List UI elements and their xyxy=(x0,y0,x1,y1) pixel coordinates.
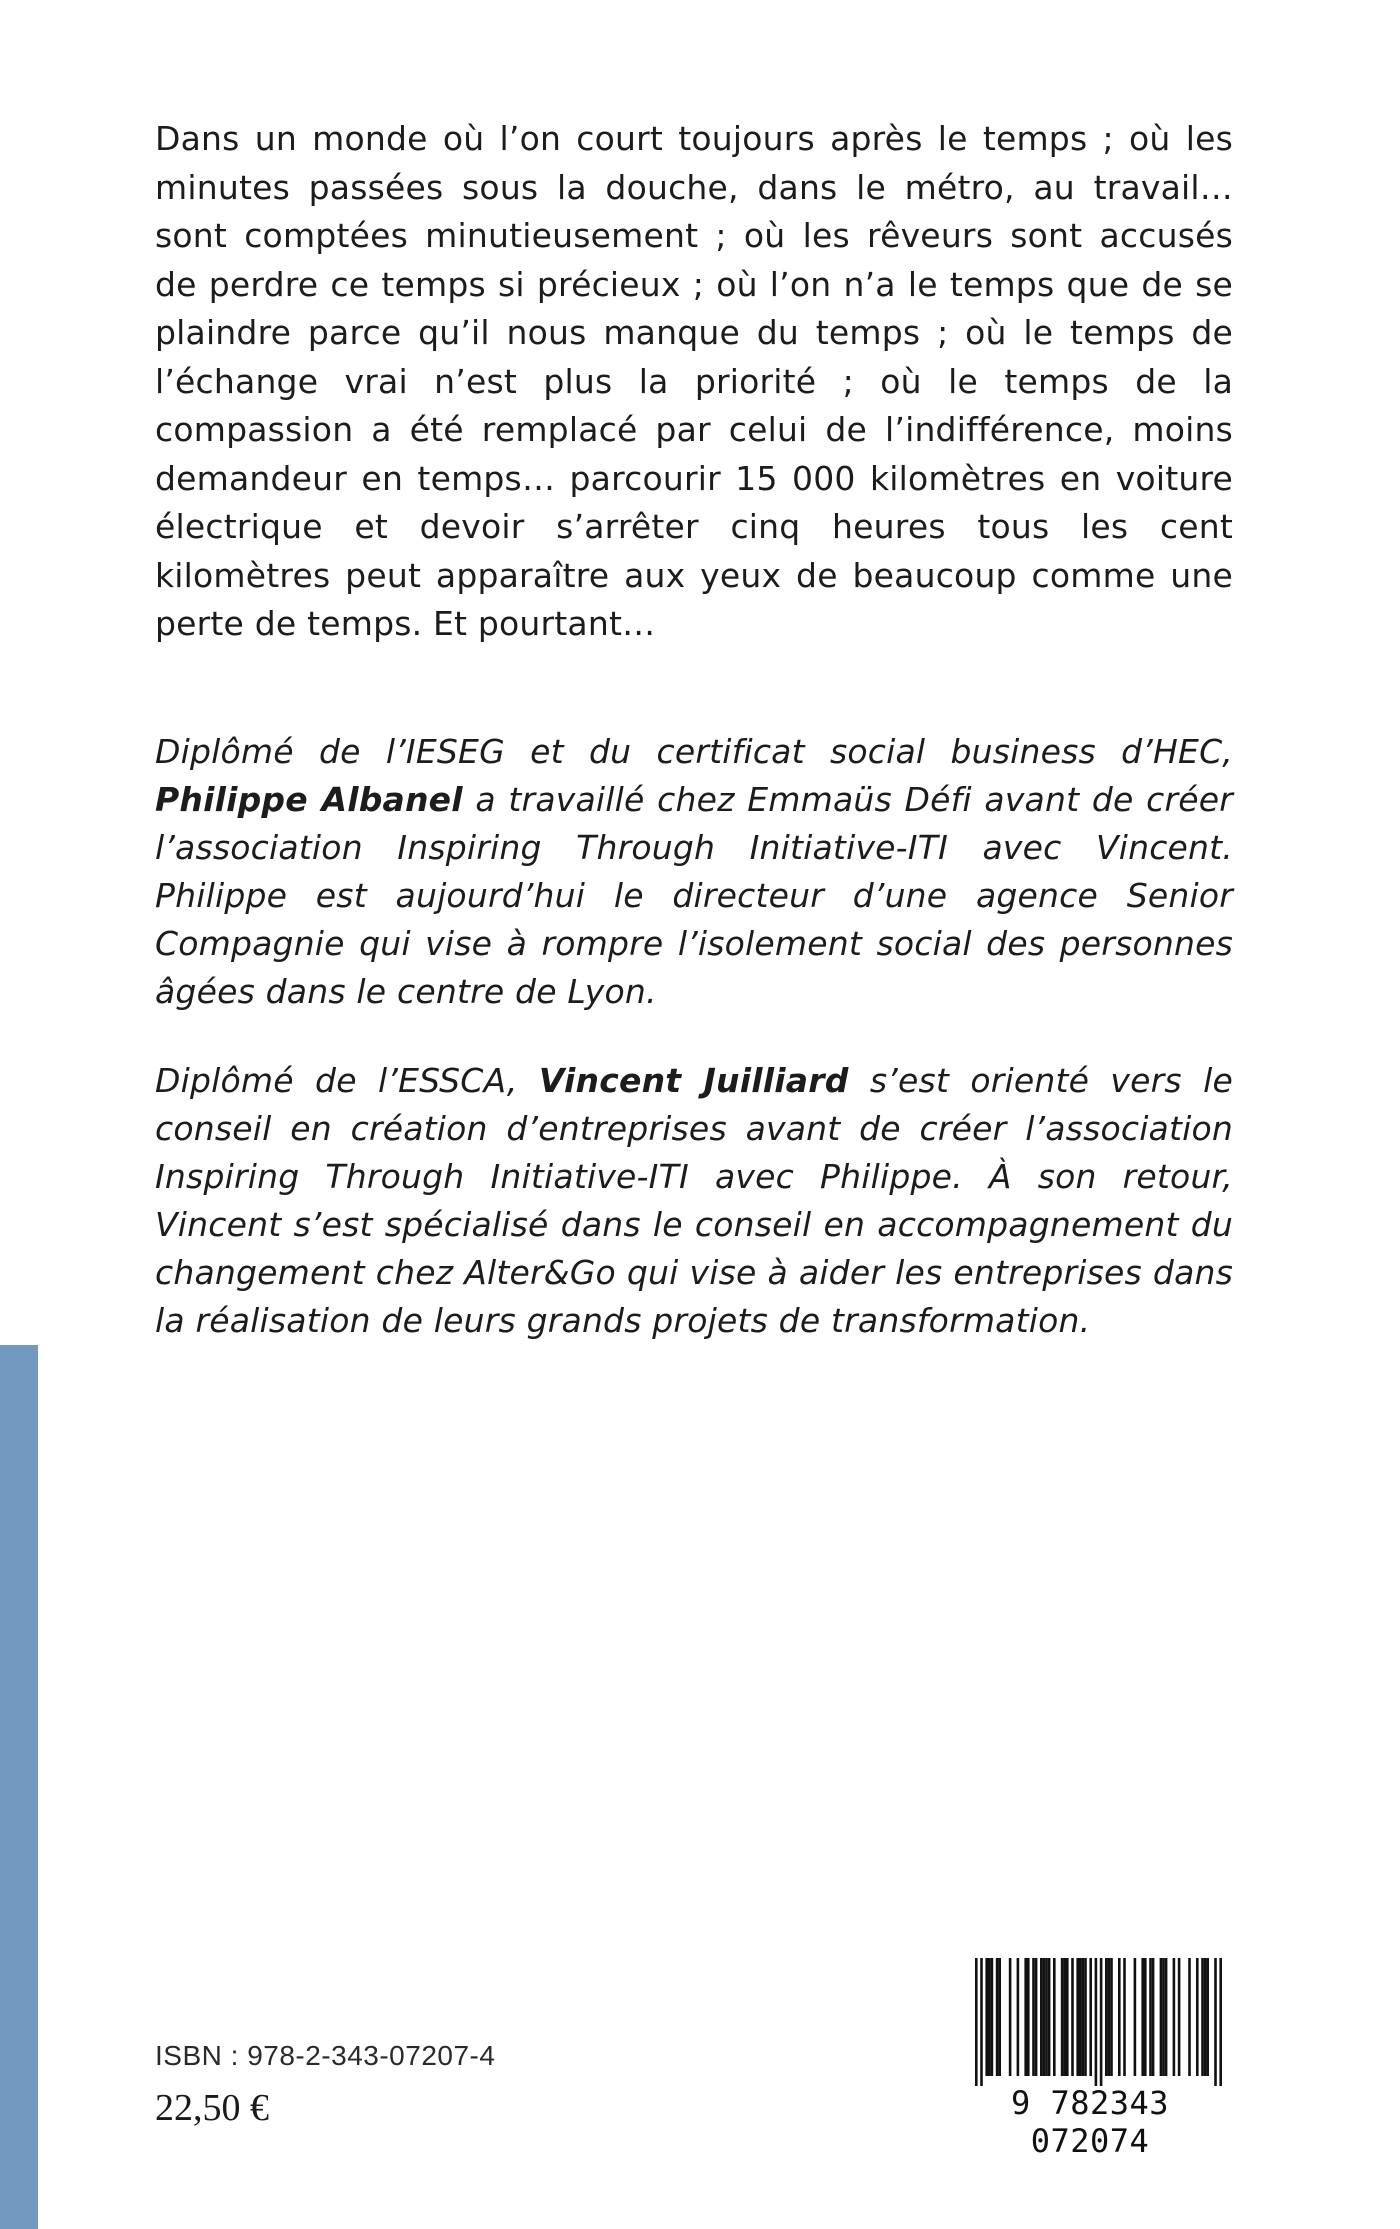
barcode-bar xyxy=(1066,1958,1069,2076)
barcode-bar xyxy=(1108,1958,1111,2076)
barcode-bar xyxy=(998,1958,1001,2076)
barcode-bar xyxy=(1032,1958,1035,2076)
barcode-digits: 9 782343 072074 xyxy=(1010,2084,1170,2160)
barcode-bar xyxy=(1035,1958,1038,2076)
barcode-bar xyxy=(985,1958,988,2076)
barcode-bar xyxy=(1053,1958,1056,2076)
barcode-bar xyxy=(1152,1958,1155,2076)
author-bio-vincent xyxy=(155,1057,1233,1345)
barcode-bar xyxy=(1110,1958,1113,2076)
barcode-bar xyxy=(1165,1958,1168,2076)
barcode-bar xyxy=(1162,1958,1165,2076)
barcode-bar xyxy=(1149,1958,1152,2076)
bio-intro: Diplômé de l’IESEG et du certificat social business d’HEC, xyxy=(155,732,1233,771)
barcode-bar xyxy=(1219,1958,1222,2086)
barcode-bar xyxy=(1100,1958,1103,2086)
barcode-bar xyxy=(1134,1958,1137,2076)
barcode-bar xyxy=(1009,1958,1012,2076)
author-bio-philippe xyxy=(155,728,1233,1016)
barcode-bar xyxy=(1076,1958,1079,2076)
barcode-bar xyxy=(1095,1958,1098,2086)
barcode-bar xyxy=(1141,1958,1144,2076)
barcode-bar xyxy=(1061,1958,1064,2076)
barcode-bar xyxy=(1063,1958,1066,2076)
bio-text: a travaillé chez Emmaüs Défi avant de créer l’association Inspiring Through Initiative-ITI avec Vincent. Philippe est aujourd’hui le directeur d’une agence Senior Compagnie qui vise à rompre l’isolement social des personnes âgées dans le centre de Lyon. xyxy=(155,780,1233,1011)
barcode-bar xyxy=(1196,1958,1199,2076)
barcode-bars xyxy=(945,1958,1235,2086)
barcode xyxy=(945,1958,1235,2160)
barcode-bar xyxy=(1079,1958,1082,2076)
bio-text: s’est orienté vers le conseil en création d’entreprises avant de créer l’association Inspiring Through Initiative-ITI avec Philippe. À son retour, Vincent s’est spécialisé dans le conseil en accompagnement du changement chez Alter&Go qui vise à aider les entreprises dans la réalisation de leurs grands projets de transformation. xyxy=(155,1061,1234,1340)
barcode-bar xyxy=(1084,1958,1087,2076)
isbn-label: ISBN : 978-2-343-07207-4 xyxy=(155,2040,496,2071)
barcode-bar xyxy=(1201,1958,1204,2076)
author-name: Vincent Juilliard xyxy=(538,1061,849,1100)
barcode-bar xyxy=(1045,1958,1048,2076)
barcode-bar xyxy=(1160,1958,1163,2076)
price-label: 22,50 € xyxy=(155,2087,269,2129)
barcode-bar xyxy=(1206,1958,1209,2076)
barcode-bar xyxy=(1040,1958,1043,2076)
barcode-bar xyxy=(1123,1958,1126,2076)
barcode-bar xyxy=(1048,1958,1051,2076)
barcode-bar xyxy=(1043,1958,1046,2076)
barcode-bar xyxy=(1089,1958,1092,2076)
barcode-bar xyxy=(1173,1958,1176,2076)
barcode-bar xyxy=(1144,1958,1147,2076)
barcode-bar xyxy=(1188,1958,1191,2076)
barcode-bar xyxy=(1178,1958,1181,2076)
barcode-bar xyxy=(1214,1958,1217,2086)
barcode-bar xyxy=(1204,1958,1207,2076)
barcode-bar xyxy=(1017,1958,1020,2076)
back-cover-blurb: Dans un monde où l’on court toujours après le temps ; où les minutes passées sous la douche, dans le métro, au travail… sont comptées minutieusement ; où les rêveurs sont accusés de perdre ce temps si précieux ; où l’on n’a le temps que de se plaindre parce qu’il nous manque du temps ; où le temps de l’échange vrai n’est plus la priorité ; où le temps de la compassion a été remplacé par celui de l’indifférence, moins demandeur en temps… parcourir 15 000 kilomètres en voiture électrique et devoir s’arrêter cinq heures tous les cent kilomètres peut apparaître aux yeux de beaucoup comme une perte de temps. Et pourtant… xyxy=(155,119,1233,643)
barcode-bar xyxy=(988,1958,991,2076)
barcode-bar xyxy=(1024,1958,1027,2076)
barcode-bar xyxy=(1118,1958,1121,2076)
author-name: Philippe Albanel xyxy=(155,780,463,819)
barcode-bar xyxy=(1105,1958,1108,2076)
barcode-bar xyxy=(1082,1958,1085,2076)
barcode-bar xyxy=(980,1958,983,2086)
bio-intro: Diplômé de l’ESSCA, xyxy=(155,1061,539,1100)
barcode-bar xyxy=(996,1958,999,2076)
barcode-bar xyxy=(1027,1958,1030,2076)
barcode-bar xyxy=(991,1958,994,2076)
spine-color-band xyxy=(0,1345,38,2229)
barcode-bar xyxy=(1071,1958,1074,2076)
barcode-bar xyxy=(975,1958,978,2086)
